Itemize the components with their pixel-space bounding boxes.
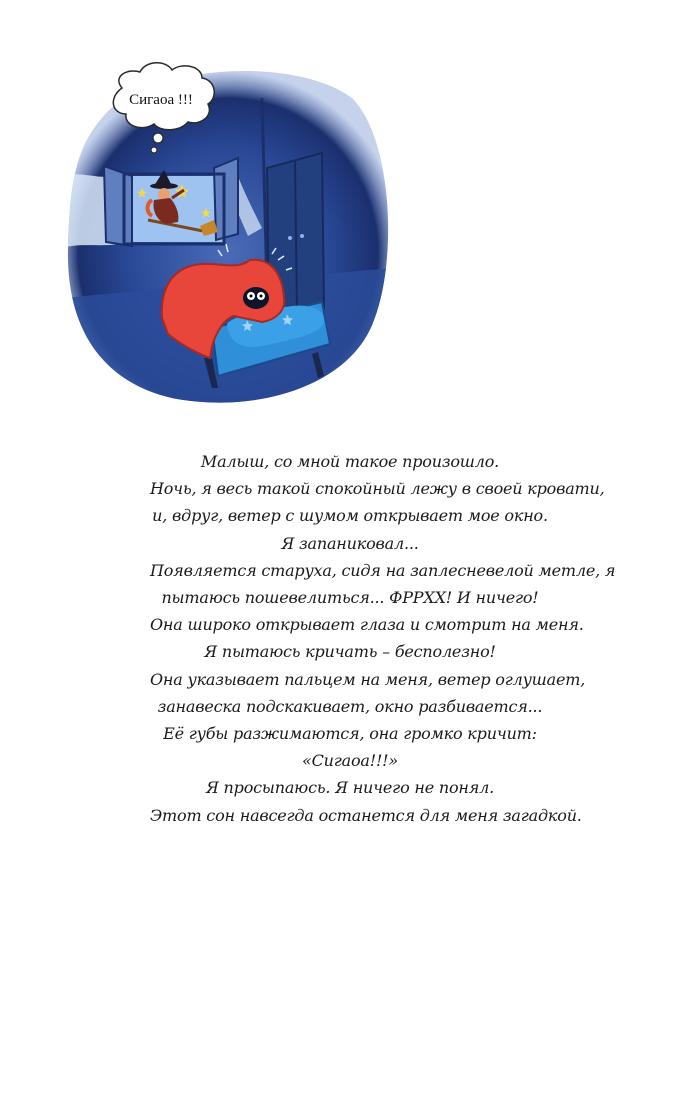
story-line: Появляется старуха, сидя на заплесневелой метле, я bbox=[150, 560, 616, 580]
story-line: Малыш, со мной такое произошло. bbox=[200, 452, 500, 471]
story-line: Она указывает пальцем на меня, ветер оглушает, bbox=[150, 669, 586, 689]
story-line: Она широко открывает глаза и смотрит на меня. bbox=[150, 615, 584, 635]
story-line: занавеска подскакивает, окно разбивается... bbox=[157, 696, 543, 716]
story-text bbox=[150, 448, 616, 829]
story-line: Ночь, я весь такой спокойный лежу в своей кровати, bbox=[150, 479, 605, 499]
speech-bubble-text: Сигаоа !!! bbox=[129, 92, 193, 108]
story-line: пытаюсь пошевелиться... ФРРХХ! И ничего! bbox=[161, 588, 539, 608]
frightened-child-icon bbox=[243, 287, 269, 309]
story-line: Я пытаюсь кричать – бесполезно! bbox=[204, 642, 496, 662]
story-line: и, вдруг, ветер с шумом открывает мое окно. bbox=[152, 506, 548, 526]
story-line: «Сигаоа!!!» bbox=[301, 751, 398, 771]
story-line: Я запаниковал... bbox=[281, 533, 419, 553]
story-line: Её губы разжимаются, она громко кричит: bbox=[163, 724, 537, 744]
night-bedroom-illustration bbox=[62, 58, 392, 408]
story-line: Я просыпаюсь. Я ничего не понял. bbox=[205, 778, 495, 798]
story-line: Этот сон навсегда останется для меня загадкой. bbox=[150, 805, 582, 825]
